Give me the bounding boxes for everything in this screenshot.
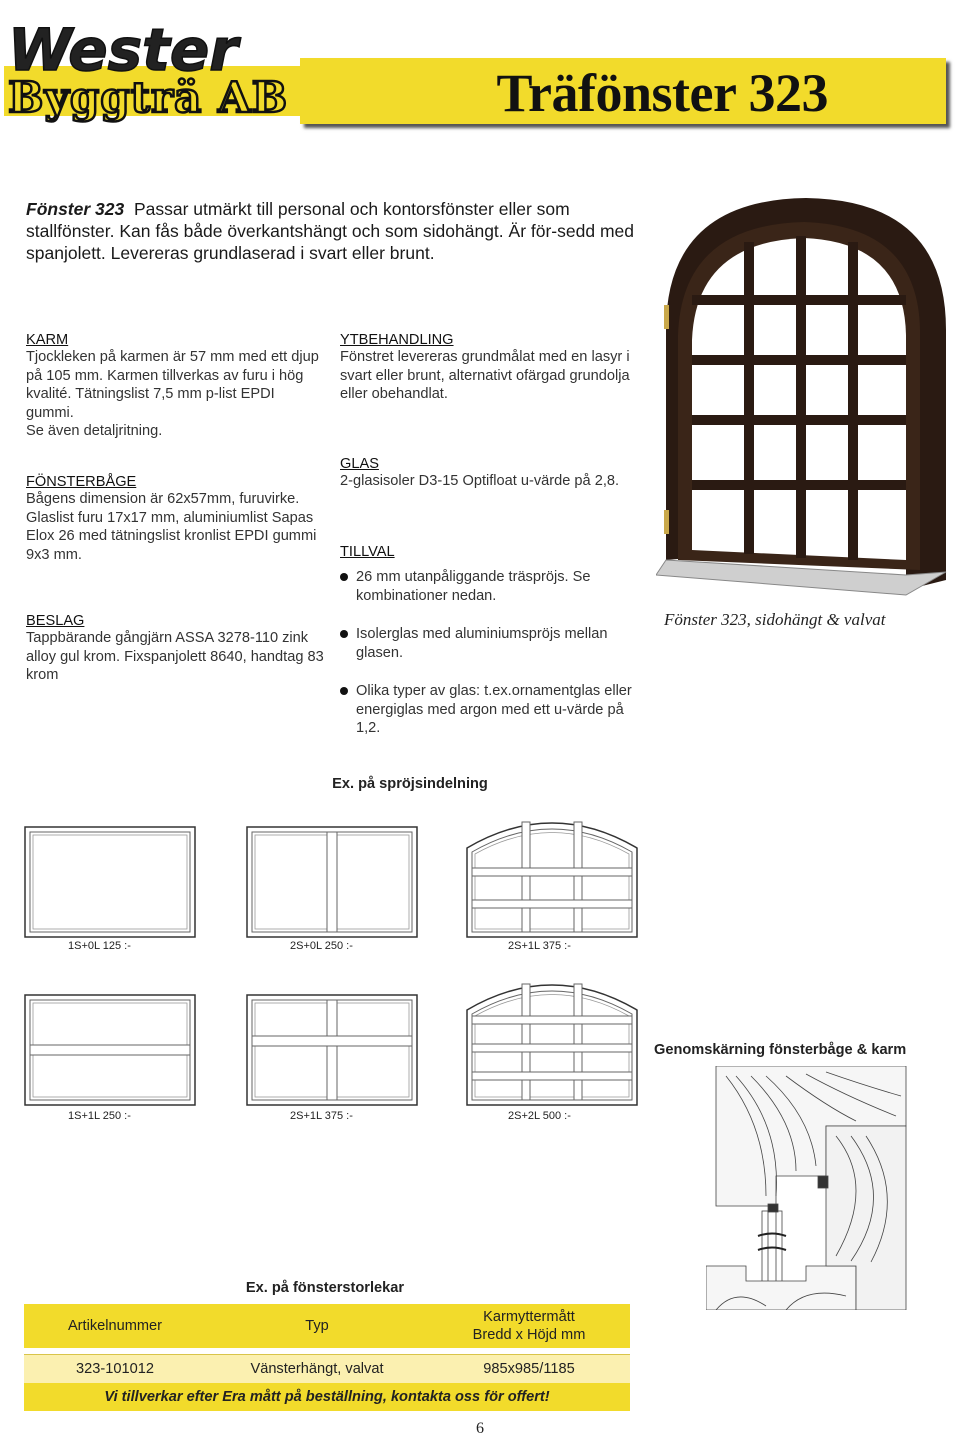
fonsterbage-text: Bågens dimension är 62x57mm, furuvirke. Glaslist furu 17x17 mm, aluminiumlist Sapas Elox 26 med tätningslist kronlist EPDI gummi 9x3 mm.	[26, 491, 317, 563]
header-karmyttermatt-line1: Karmyttermått	[483, 1309, 575, 1325]
section-karm	[26, 332, 326, 441]
fonsterbage-heading: FÖNSTERBÅGE	[26, 474, 137, 490]
list-item-text: 26 mm utanpåliggande träspröjs. Se kombinationer nedan.	[356, 569, 591, 604]
svg-text:Wester: Wester	[8, 16, 238, 84]
header-karmyttermatt-line2: Bredd x Höjd mm	[472, 1327, 586, 1343]
page-number: 6	[476, 1420, 484, 1437]
custom-order-note: Vi tillverkar efter Era mått på beställning, kontakta oss för offert!	[24, 1383, 630, 1411]
cell-artikelnummer: 323-101012	[24, 1355, 206, 1384]
sizes-heading: Ex. på fönsterstorlekar	[245, 1280, 405, 1296]
window-diagram-1s0l	[24, 826, 196, 938]
price-label: 2S+2L 500 :-	[508, 1110, 571, 1122]
bullet-icon	[340, 573, 348, 581]
cross-section-title: Genomskärning fönsterbåge & karm	[654, 1042, 907, 1058]
window-diagram-1s1l	[24, 994, 196, 1106]
list-item	[340, 625, 640, 662]
page-title: Träfönster 323	[496, 63, 828, 123]
section-beslag	[26, 613, 336, 685]
tillval-heading: TILLVAL	[340, 544, 395, 560]
header-karmyttermatt	[428, 1304, 630, 1348]
table-header-row	[24, 1304, 630, 1348]
table-footer-row	[24, 1383, 630, 1411]
intro-lead: Fönster 323	[26, 199, 125, 219]
list-item	[340, 568, 640, 605]
section-glas	[340, 456, 640, 491]
window-diagram-2s1l-arched	[466, 808, 638, 938]
cell-typ: Vänsterhängt, valvat	[206, 1355, 428, 1384]
price-label: 1S+1L 250 :-	[68, 1110, 131, 1122]
price-label: 2S+0L 250 :-	[290, 940, 353, 952]
section-fonsterbage	[26, 474, 326, 564]
karm-heading: KARM	[26, 332, 69, 348]
glas-text: 2-glasisoler D3-15 Optifloat u-värde på 2,8.	[340, 473, 620, 489]
list-item	[340, 682, 640, 738]
table-row	[24, 1355, 630, 1384]
header-artikelnummer: Artikelnummer	[24, 1304, 206, 1348]
photo-caption: Fönster 323, sidohängt & valvat	[664, 610, 886, 629]
ytbehandling-text: Fönstret levereras grundmålat med en lasyr i svart eller brunt, alternativt ofärgad grundolja eller obehandlat.	[340, 349, 630, 402]
cross-section-drawing	[706, 1066, 912, 1310]
karm-see-also: Se även detaljritning.	[26, 423, 163, 439]
tillval-list	[340, 568, 640, 738]
price-label: 1S+0L 125 :-	[68, 940, 131, 952]
section-ytbehandling	[340, 332, 640, 404]
intro-text: Passar utmärkt till personal och kontorsfönster eller som stallfönster. Kan fås både överkantshängt och som sidohängt. Är för-sedd med spanjolett. Levereras grundlaserad i svart eller brunt.	[26, 199, 634, 263]
window-diagram-2s1l	[246, 994, 418, 1106]
company-logo	[4, 8, 334, 123]
beslag-text: Tappbärande gångjärn ASSA 3278-110 zink alloy gul krom. Fixspanjolett 8640, handtag 83 krom	[26, 630, 324, 683]
beslag-heading: BESLAG	[26, 613, 85, 629]
section-tillval	[340, 544, 640, 758]
list-item-text: Olika typer av glas: t.ex.ornamentglas eller energiglas med argon med ett u-värde på 1,2.	[356, 683, 632, 736]
glas-heading: GLAS	[340, 456, 379, 472]
header-typ: Typ	[206, 1304, 428, 1348]
window-diagram-2s0l	[246, 826, 418, 938]
window-diagram-2s2l-arched	[466, 970, 638, 1106]
svg-text:Byggträ AB: Byggträ AB	[8, 73, 289, 122]
window-photo	[656, 180, 956, 600]
price-label: 2S+1L 375 :-	[508, 940, 571, 952]
karm-text: Tjockleken på karmen är 57 mm med ett djup på 105 mm. Karmen tillverkas av furu i hög kvalité. Tätningslist 7,5 mm p-list EPDI gummi.	[26, 349, 319, 421]
sprojs-heading: Ex. på spröjsindelning	[332, 776, 488, 792]
ytbehandling-heading: YTBEHANDLING	[340, 332, 454, 348]
intro-paragraph	[26, 198, 646, 264]
price-label: 2S+1L 375 :-	[290, 1110, 353, 1122]
cell-matt: 985x985/1185	[428, 1355, 630, 1384]
bullet-icon	[340, 630, 348, 638]
list-item-text: Isolerglas med aluminiumspröjs mellan glasen.	[356, 626, 608, 661]
bullet-icon	[340, 687, 348, 695]
size-table	[24, 1304, 630, 1411]
